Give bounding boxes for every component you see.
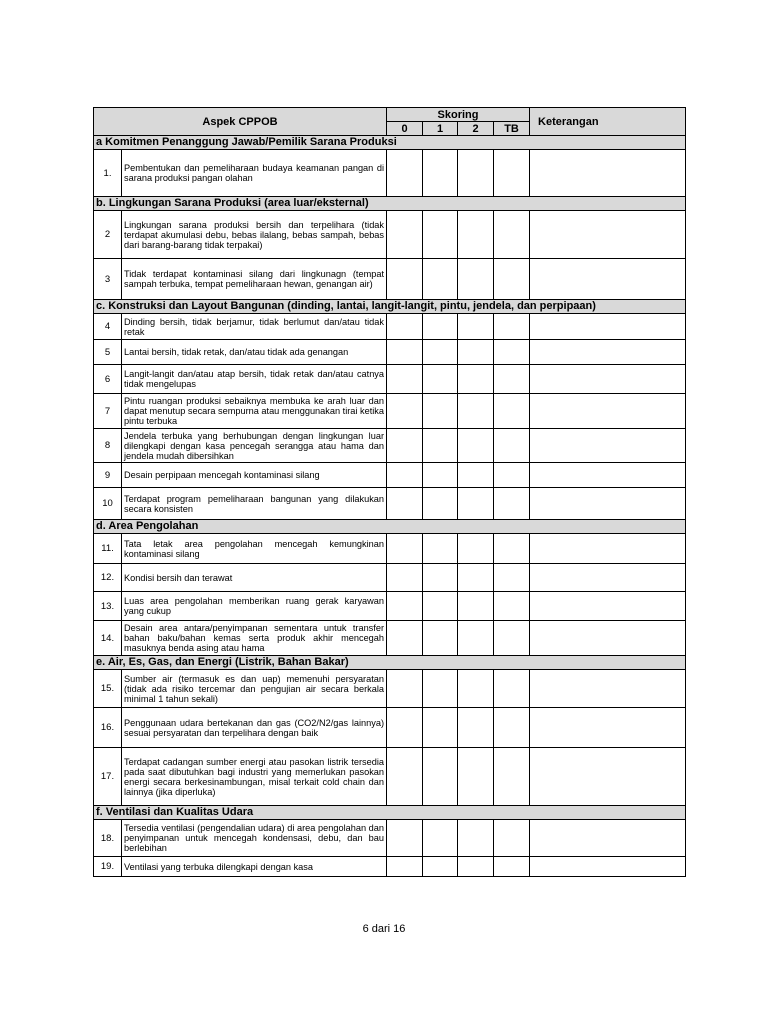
section-header-row xyxy=(94,806,686,820)
score-0-cell[interactable] xyxy=(387,820,423,857)
keterangan-cell[interactable] xyxy=(530,857,686,877)
header-score-tb: TB xyxy=(494,122,530,136)
keterangan-cell[interactable] xyxy=(530,365,686,394)
keterangan-cell[interactable] xyxy=(530,211,686,259)
score-0-cell[interactable] xyxy=(387,748,423,806)
score-tb-cell[interactable] xyxy=(494,211,530,259)
table-row xyxy=(94,670,686,708)
score-tb-cell[interactable] xyxy=(494,488,530,520)
section-title: d. Area Pengolahan xyxy=(94,520,686,534)
item-number: 12. xyxy=(94,564,122,592)
section-title: a Komitmen Penanggung Jawab/Pemilik Sarana Produksi xyxy=(94,136,686,150)
item-description: Luas area pengolahan memberikan ruang gerak karyawan yang cukup xyxy=(122,592,387,621)
score-0-cell[interactable] xyxy=(387,564,423,592)
item-description: Desain perpipaan mencegah kontaminasi silang xyxy=(122,463,387,488)
keterangan-cell[interactable] xyxy=(530,340,686,365)
score-0-cell[interactable] xyxy=(387,621,423,656)
item-number: 19. xyxy=(94,857,122,877)
page-number: 6 dari 16 xyxy=(362,923,406,935)
score-tb-cell[interactable] xyxy=(494,365,530,394)
item-number: 9 xyxy=(94,463,122,488)
score-tb-cell[interactable] xyxy=(494,340,530,365)
score-2-cell[interactable] xyxy=(458,708,494,748)
score-2-cell[interactable] xyxy=(458,564,494,592)
score-1-cell[interactable] xyxy=(423,211,458,259)
score-1-cell[interactable] xyxy=(423,670,458,708)
table-row xyxy=(94,394,686,429)
item-description: Pembentukan dan pemeliharaan budaya keamanan pangan di sarana produksi pangan olahan xyxy=(122,150,387,197)
section-header-row xyxy=(94,136,686,150)
score-2-cell[interactable] xyxy=(458,314,494,340)
score-2-cell[interactable] xyxy=(458,748,494,806)
keterangan-cell[interactable] xyxy=(530,150,686,197)
table-row xyxy=(94,564,686,592)
score-tb-cell[interactable] xyxy=(494,534,530,564)
table-row xyxy=(94,534,686,564)
table-row xyxy=(94,488,686,520)
table-row xyxy=(94,259,686,300)
item-number: 4 xyxy=(94,314,122,340)
table-row xyxy=(94,365,686,394)
item-description: Sumber air (termasuk es dan uap) memenuhi persyaratan (tidak ada risiko tercemar dan pengujian air secara berkala minimal 1 tahun sekali) xyxy=(122,670,387,708)
score-0-cell[interactable] xyxy=(387,365,423,394)
item-number: 11. xyxy=(94,534,122,564)
score-tb-cell[interactable] xyxy=(494,259,530,300)
item-number: 1. xyxy=(94,150,122,197)
table-row xyxy=(94,592,686,621)
score-0-cell[interactable] xyxy=(387,670,423,708)
item-description: Terdapat program pemeliharaan bangunan yang dilakukan secara konsisten xyxy=(122,488,387,520)
score-1-cell[interactable] xyxy=(423,488,458,520)
score-0-cell[interactable] xyxy=(387,429,423,463)
score-0-cell[interactable] xyxy=(387,463,423,488)
score-1-cell[interactable] xyxy=(423,394,458,429)
score-2-cell[interactable] xyxy=(458,463,494,488)
score-2-cell[interactable] xyxy=(458,488,494,520)
keterangan-cell[interactable] xyxy=(530,259,686,300)
section-title: e. Air, Es, Gas, dan Energi (Listrik, Bahan Bakar) xyxy=(94,656,686,670)
keterangan-cell[interactable] xyxy=(530,564,686,592)
table-row xyxy=(94,820,686,857)
item-number: 8 xyxy=(94,429,122,463)
score-1-cell[interactable] xyxy=(423,820,458,857)
score-2-cell[interactable] xyxy=(458,340,494,365)
keterangan-cell[interactable] xyxy=(530,314,686,340)
table-row xyxy=(94,708,686,748)
table-row xyxy=(94,748,686,806)
item-description: Jendela terbuka yang berhubungan dengan lingkungan luar dilengkapi dengan kasa pencegah serangga atau hama dan jendela mudah dibersihkan xyxy=(122,429,387,463)
item-number: 13. xyxy=(94,592,122,621)
section-title: f. Ventilasi dan Kualitas Udara xyxy=(94,806,686,820)
item-number: 2 xyxy=(94,211,122,259)
score-1-cell[interactable] xyxy=(423,314,458,340)
table-row xyxy=(94,314,686,340)
table-row xyxy=(94,150,686,197)
item-number: 10 xyxy=(94,488,122,520)
score-tb-cell[interactable] xyxy=(494,394,530,429)
score-1-cell[interactable] xyxy=(423,564,458,592)
table-row xyxy=(94,857,686,877)
score-0-cell[interactable] xyxy=(387,857,423,877)
keterangan-cell[interactable] xyxy=(530,534,686,564)
header-score-1: 1 xyxy=(423,122,458,136)
score-2-cell[interactable] xyxy=(458,670,494,708)
item-description: Langit-langit dan/atau atap bersih, tidak retak dan/atau catnya tidak mengelupas xyxy=(122,365,387,394)
score-2-cell[interactable] xyxy=(458,211,494,259)
score-2-cell[interactable] xyxy=(458,429,494,463)
keterangan-cell[interactable] xyxy=(530,748,686,806)
score-2-cell[interactable] xyxy=(458,534,494,564)
score-0-cell[interactable] xyxy=(387,488,423,520)
score-2-cell[interactable] xyxy=(458,150,494,197)
keterangan-cell[interactable] xyxy=(530,820,686,857)
score-2-cell[interactable] xyxy=(458,621,494,656)
score-tb-cell[interactable] xyxy=(494,820,530,857)
score-2-cell[interactable] xyxy=(458,592,494,621)
keterangan-cell[interactable] xyxy=(530,429,686,463)
score-1-cell[interactable] xyxy=(423,463,458,488)
item-description: Desain area antara/penyimpanan sementara untuk transfer bahan baku/bahan kemas serta produk akhir mencegah masuknya benda asing atau hama xyxy=(122,621,387,656)
item-description: Ventilasi yang terbuka dilengkapi dengan kasa xyxy=(122,857,387,877)
score-0-cell[interactable] xyxy=(387,592,423,621)
keterangan-cell[interactable] xyxy=(530,394,686,429)
item-description: Tersedia ventilasi (pengendalian udara) di area pengolahan dan penyimpanan untuk mencegah kondensasi, debu, dan bau berlebihan xyxy=(122,820,387,857)
section-title: c. Konstruksi dan Layout Bangunan (dinding, lantai, langit-langit, pintu, jendela, dan perpipaan) xyxy=(94,300,686,314)
keterangan-cell[interactable] xyxy=(530,463,686,488)
score-1-cell[interactable] xyxy=(423,534,458,564)
table-row xyxy=(94,340,686,365)
score-1-cell[interactable] xyxy=(423,621,458,656)
item-number: 16. xyxy=(94,708,122,748)
score-2-cell[interactable] xyxy=(458,857,494,877)
item-number: 17. xyxy=(94,748,122,806)
keterangan-cell[interactable] xyxy=(530,670,686,708)
section-title: b. Lingkungan Sarana Produksi (area luar/eksternal) xyxy=(94,197,686,211)
item-number: 7 xyxy=(94,394,122,429)
item-number: 18. xyxy=(94,820,122,857)
score-tb-cell[interactable] xyxy=(494,463,530,488)
score-2-cell[interactable] xyxy=(458,365,494,394)
item-number: 3 xyxy=(94,259,122,300)
table-row xyxy=(94,211,686,259)
header-skoring: Skoring xyxy=(387,108,530,122)
score-tb-cell[interactable] xyxy=(494,708,530,748)
score-1-cell[interactable] xyxy=(423,708,458,748)
cppob-assessment-table xyxy=(93,107,686,877)
item-number: 15. xyxy=(94,670,122,708)
score-1-cell[interactable] xyxy=(423,365,458,394)
score-tb-cell[interactable] xyxy=(494,857,530,877)
table-row xyxy=(94,429,686,463)
section-header-row xyxy=(94,520,686,534)
item-description: Lantai bersih, tidak retak, dan/atau tidak ada genangan xyxy=(122,340,387,365)
item-number: 6 xyxy=(94,365,122,394)
score-1-cell[interactable] xyxy=(423,429,458,463)
header-keterangan: Keterangan xyxy=(530,108,686,136)
score-tb-cell[interactable] xyxy=(494,621,530,656)
keterangan-cell[interactable] xyxy=(530,488,686,520)
score-1-cell[interactable] xyxy=(423,150,458,197)
score-0-cell[interactable] xyxy=(387,150,423,197)
score-0-cell[interactable] xyxy=(387,259,423,300)
table-row xyxy=(94,621,686,656)
score-0-cell[interactable] xyxy=(387,211,423,259)
score-2-cell[interactable] xyxy=(458,394,494,429)
score-1-cell[interactable] xyxy=(423,748,458,806)
score-0-cell[interactable] xyxy=(387,708,423,748)
score-tb-cell[interactable] xyxy=(494,592,530,621)
item-number: 14. xyxy=(94,621,122,656)
item-description: Pintu ruangan produksi sebaiknya membuka ke arah luar dan dapat menutup secara sempurna atau menggunakan tirai ketika pintu terbuka xyxy=(122,394,387,429)
score-2-cell[interactable] xyxy=(458,259,494,300)
score-1-cell[interactable] xyxy=(423,340,458,365)
score-tb-cell[interactable] xyxy=(494,564,530,592)
item-description: Penggunaan udara bertekanan dan gas (CO2/N2/gas lainnya) sesuai persyaratan dan terpelihara dengan baik xyxy=(122,708,387,748)
item-description: Tidak terdapat kontaminasi silang dari lingkunagn (tempat sampah terbuka, tempat pemeliharaan hewan, genangan air) xyxy=(122,259,387,300)
header-score-0: 0 xyxy=(387,122,423,136)
keterangan-cell[interactable] xyxy=(530,621,686,656)
item-description: Lingkungan sarana produksi bersih dan terpelihara (tidak terdapat akumulasi debu, bebas ilalang, bebas sampah, bebas dari barang-barang tidak terpakai) xyxy=(122,211,387,259)
item-description: Tata letak area pengolahan mencegah kemungkinan kontaminasi silang xyxy=(122,534,387,564)
item-description: Kondisi bersih dan terawat xyxy=(122,564,387,592)
score-tb-cell[interactable] xyxy=(494,314,530,340)
section-header-row xyxy=(94,656,686,670)
score-1-cell[interactable] xyxy=(423,259,458,300)
score-tb-cell[interactable] xyxy=(494,748,530,806)
header-score-2: 2 xyxy=(458,122,494,136)
score-1-cell[interactable] xyxy=(423,857,458,877)
keterangan-cell[interactable] xyxy=(530,708,686,748)
score-tb-cell[interactable] xyxy=(494,150,530,197)
section-header-row xyxy=(94,300,686,314)
header-aspek: Aspek CPPOB xyxy=(94,108,387,136)
score-0-cell[interactable] xyxy=(387,534,423,564)
item-description: Dinding bersih, tidak berjamur, tidak berlumut dan/atau tidak retak xyxy=(122,314,387,340)
score-0-cell[interactable] xyxy=(387,394,423,429)
item-description: Terdapat cadangan sumber energi atau pasokan listrik tersedia pada saat dibutuhkan bagi industri yang memerlukan pasokan energi secara berkesinambungan, misal terkait cold chain dan lainnya (jika diperluka) xyxy=(122,748,387,806)
score-0-cell[interactable] xyxy=(387,340,423,365)
section-header-row xyxy=(94,197,686,211)
score-0-cell[interactable] xyxy=(387,314,423,340)
item-number: 5 xyxy=(94,340,122,365)
score-tb-cell[interactable] xyxy=(494,670,530,708)
table-row xyxy=(94,463,686,488)
keterangan-cell[interactable] xyxy=(530,592,686,621)
score-tb-cell[interactable] xyxy=(494,429,530,463)
score-2-cell[interactable] xyxy=(458,820,494,857)
score-1-cell[interactable] xyxy=(423,592,458,621)
